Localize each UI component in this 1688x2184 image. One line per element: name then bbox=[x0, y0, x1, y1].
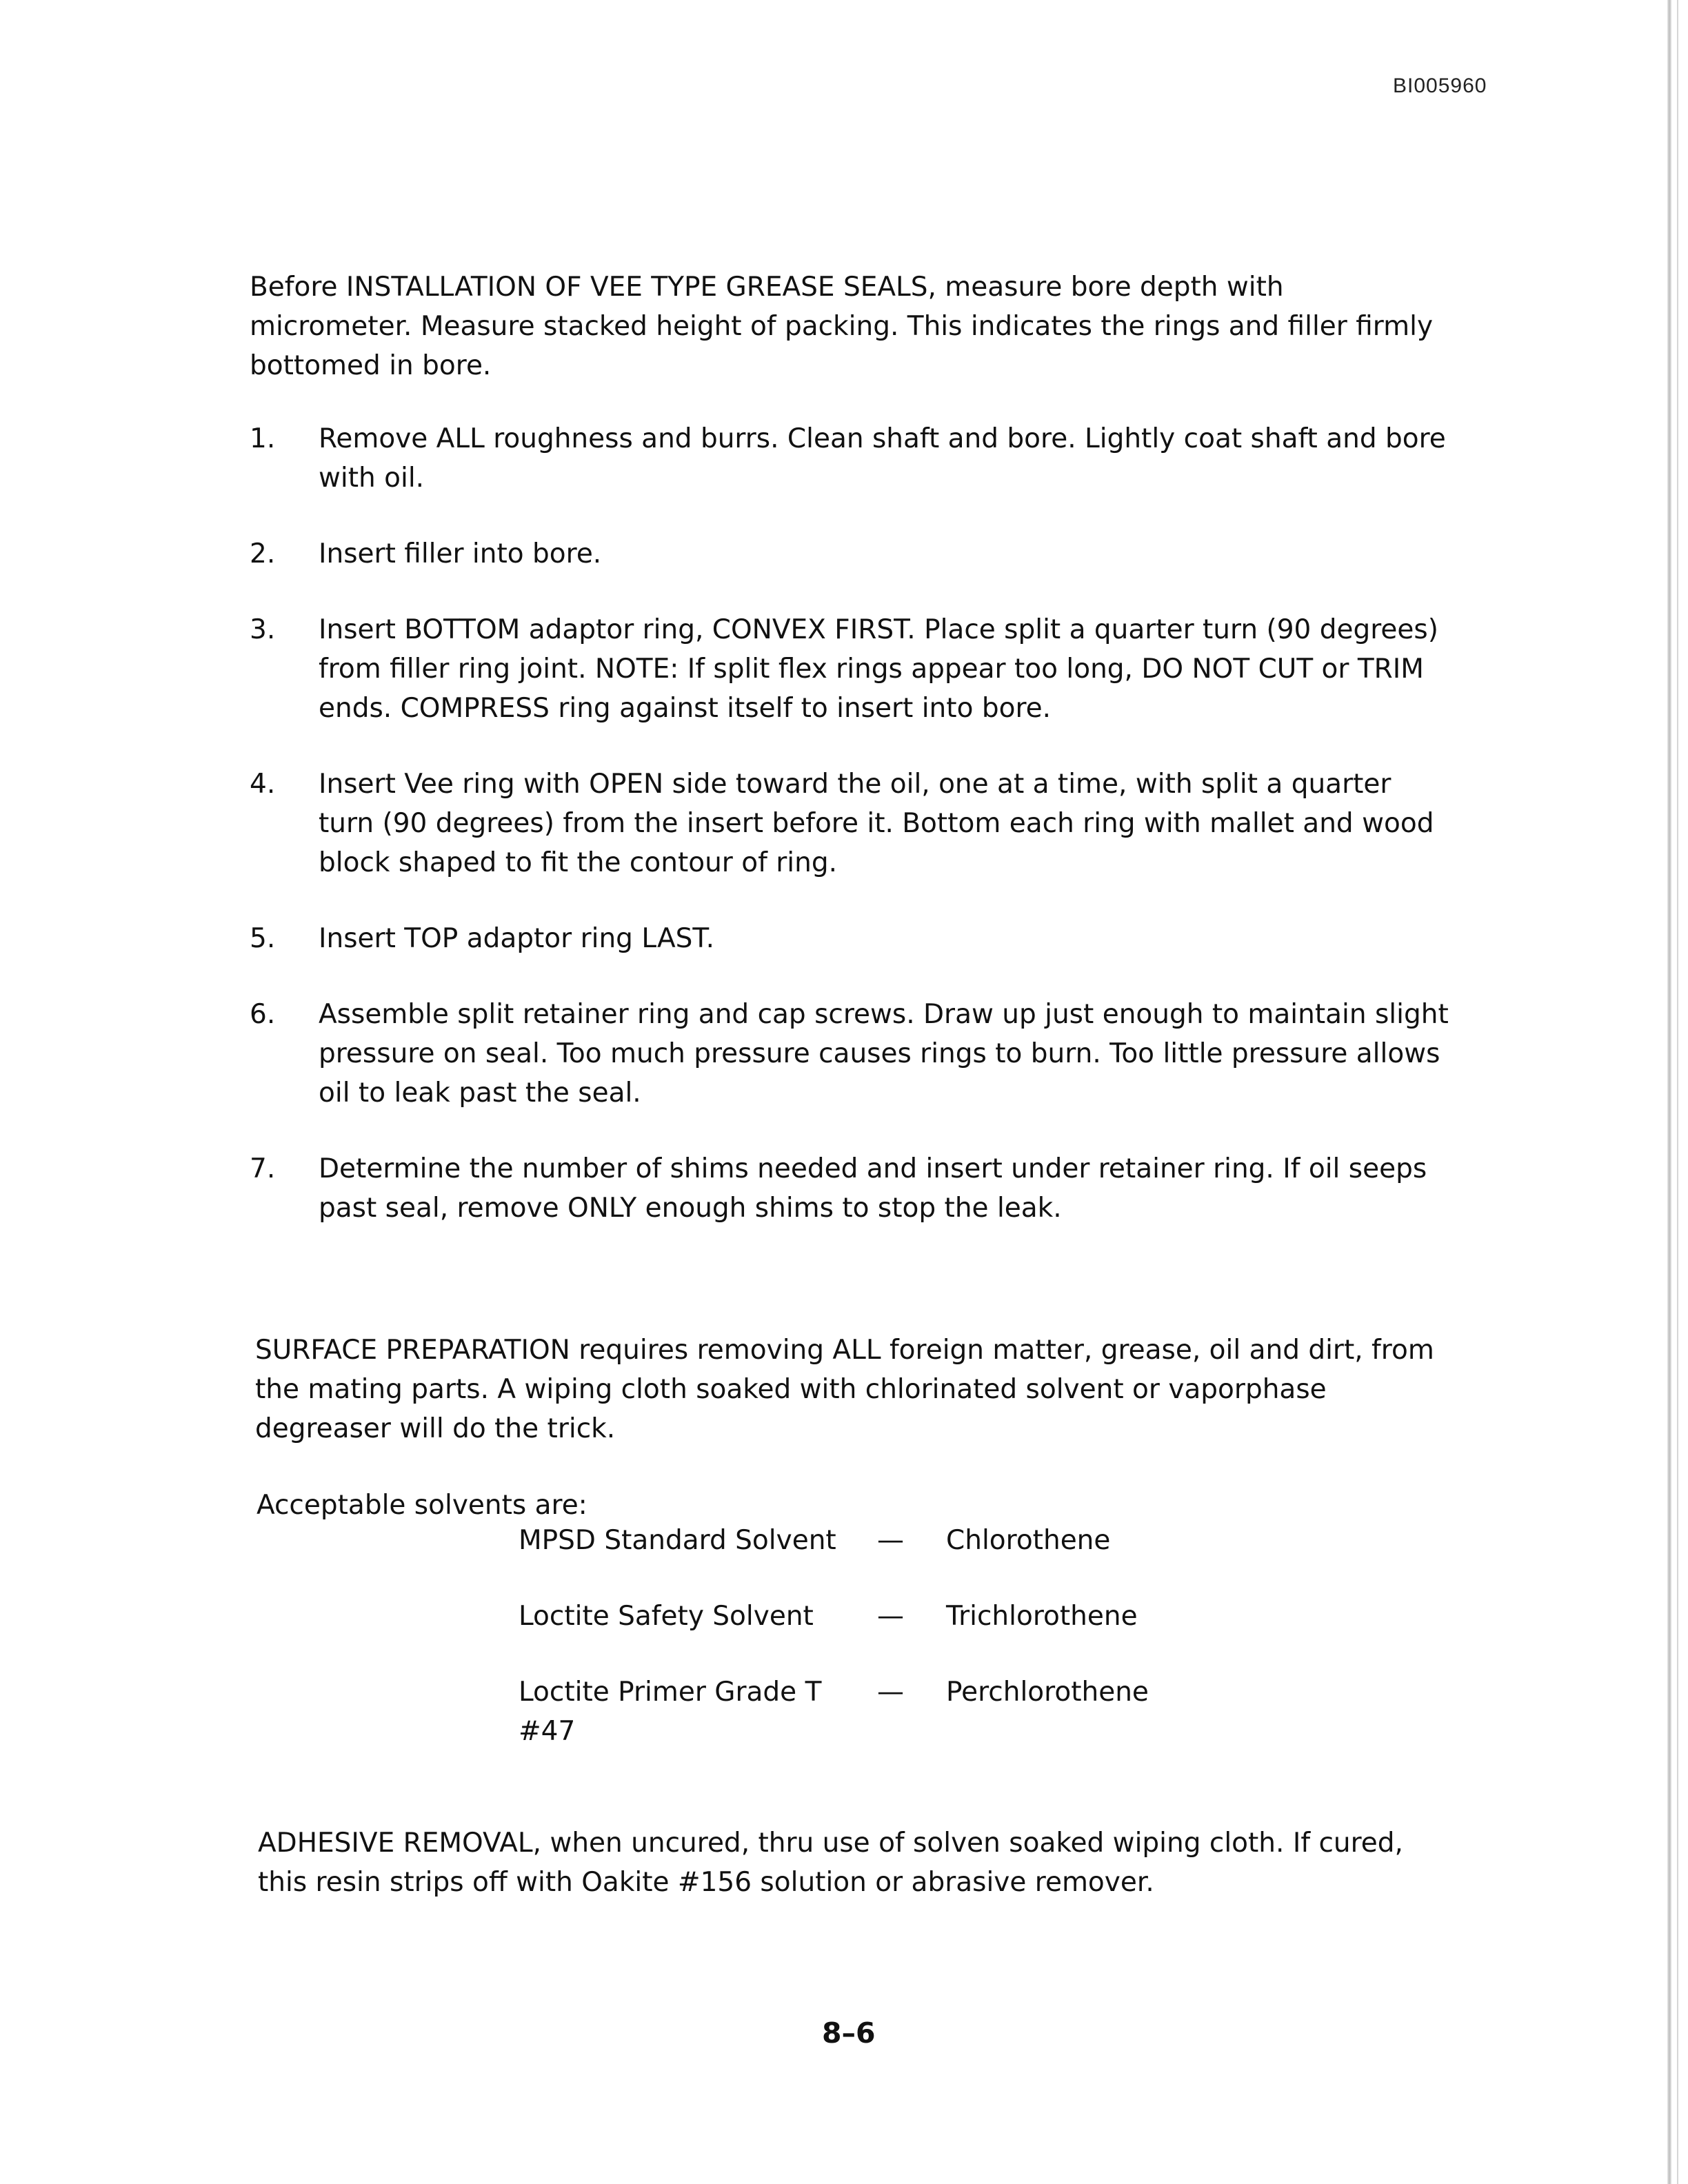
adhesive-heading: ADHESIVE REMOVAL, bbox=[258, 1828, 542, 1859]
scan-edge-line bbox=[1677, 0, 1678, 2184]
solvent-name: Loctite Safety Solvent bbox=[519, 1601, 814, 1632]
step-item bbox=[250, 765, 1449, 882]
solvent-row bbox=[519, 1521, 1208, 1560]
intro-before: Before bbox=[250, 272, 346, 303]
step-text: Assemble split retainer ring and cap screws. Draw up just enough to maintain slight pressure on seal. Too much pressure causes rings to burn. Too little pressure allows oil to leak past the seal. bbox=[319, 999, 1449, 1109]
step-item bbox=[250, 1149, 1449, 1228]
step-number: 3. bbox=[250, 614, 276, 645]
step-item bbox=[250, 919, 1449, 958]
step-number: 7. bbox=[250, 1153, 276, 1184]
step-text: Insert Vee ring with OPEN side toward the oil, one at a time, with split a quarter turn (90 degrees) from the insert before it. Bottom each ring with mallet and wood block shaped to fit the contour of ring. bbox=[319, 769, 1434, 878]
step-item bbox=[250, 995, 1449, 1113]
document-id: BI005960 bbox=[1393, 74, 1487, 97]
step-number: 6. bbox=[250, 999, 276, 1030]
surface-rest: requires removing ALL foreign matter, grease, oil and dirt, from the mating parts. A wiping cloth soaked with chlorinated solvent or vaporphase degreaser will do the trick. bbox=[255, 1335, 1434, 1444]
installation-steps bbox=[250, 419, 1449, 1264]
step-number: 5. bbox=[250, 923, 276, 954]
surface-heading: SURFACE PREPARATION bbox=[255, 1335, 570, 1366]
solvent-chemical: Chlorothene bbox=[946, 1525, 1111, 1556]
intro-rest: measure bore depth with micrometer. Measure stacked height of packing. This indicates the rings and filler firmly bottomed in bore. bbox=[250, 272, 1434, 381]
solvent-dash: — bbox=[877, 1525, 904, 1556]
scan-edge-artifact bbox=[1667, 0, 1671, 2184]
step-text: Remove ALL roughness and burrs. Clean shaft and bore. Lightly coat shaft and bore with oil. bbox=[319, 423, 1446, 494]
solvents-table bbox=[519, 1521, 1208, 1788]
solvents-label: Acceptable solvents are: bbox=[257, 1490, 587, 1521]
adhesive-rest: when uncured, thru use of solven soaked wiping cloth. If cured, this resin strips off with Oakite #156 solution or abrasive remover. bbox=[258, 1828, 1403, 1898]
step-text: Insert TOP adaptor ring LAST. bbox=[319, 923, 714, 954]
solvent-row bbox=[519, 1597, 1208, 1636]
step-number: 2. bbox=[250, 538, 276, 569]
step-text: Insert filler into bore. bbox=[319, 538, 602, 569]
step-item bbox=[250, 534, 1449, 574]
step-text: Insert BOTTOM adaptor ring, CONVEX FIRST. Place split a quarter turn (90 degrees) from filler ring joint. NOTE: If split flex rings appear too long, DO NOT CUT or TRIM ends. COMPRESS ring against itself to insert into bore. bbox=[319, 614, 1438, 724]
solvent-chemical: Perchlorothene bbox=[946, 1677, 1149, 1708]
intro-heading: INSTALLATION OF VEE TYPE GREASE SEALS, bbox=[345, 272, 936, 303]
solvent-name: MPSD Standard Solvent bbox=[519, 1525, 836, 1556]
solvent-row bbox=[519, 1672, 1208, 1751]
adhesive-removal-paragraph bbox=[258, 1823, 1454, 1902]
step-number: 4. bbox=[250, 769, 276, 800]
solvent-dash: — bbox=[877, 1601, 904, 1632]
surface-preparation-paragraph bbox=[255, 1331, 1451, 1448]
step-item bbox=[250, 610, 1449, 728]
step-number: 1. bbox=[250, 423, 276, 454]
step-item bbox=[250, 419, 1449, 498]
solvent-name: Loctite Primer Grade T #47 bbox=[519, 1677, 822, 1747]
solvent-chemical: Trichlorothene bbox=[946, 1601, 1138, 1632]
page-number: 8–6 bbox=[822, 2016, 876, 2050]
step-text: Determine the number of shims needed and insert under retainer ring. If oil seeps past seal, remove ONLY enough shims to stop the leak. bbox=[319, 1153, 1427, 1224]
intro-paragraph bbox=[250, 267, 1449, 385]
solvent-dash: — bbox=[877, 1677, 904, 1708]
